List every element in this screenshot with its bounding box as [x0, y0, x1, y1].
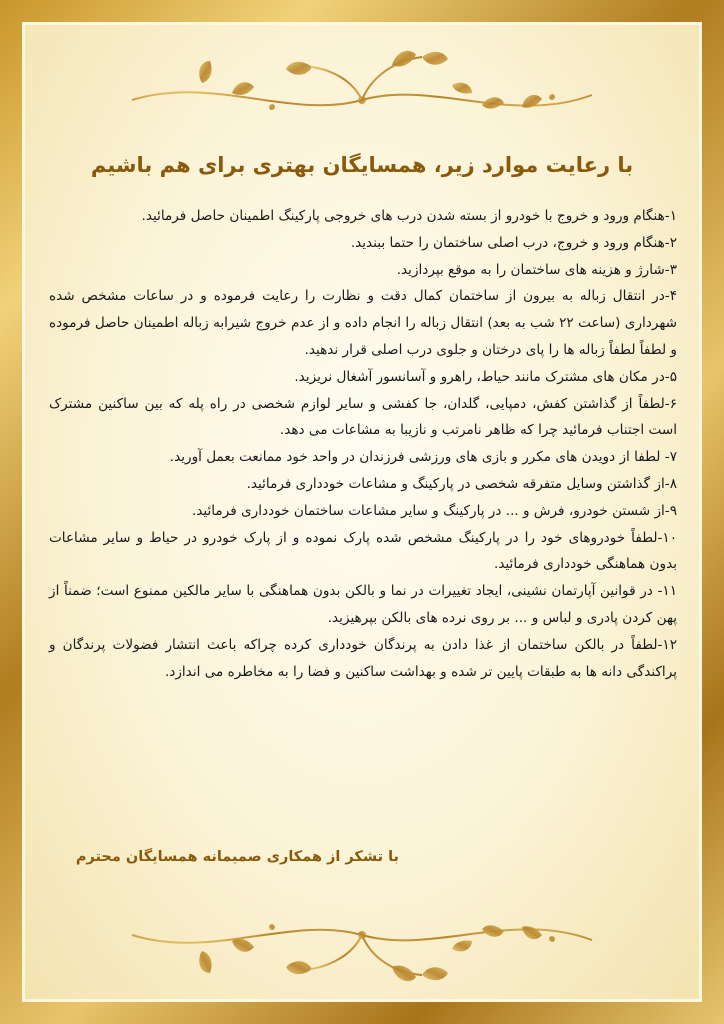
rule-item: ۱۲-لطفاً در بالکن ساختمان از غذا دادن به پرندگان خودداری کرده چراکه باعث انتشار فضولات پرندگان و پراکندگی دانه ها به طبقات پایین تر شده و بهداشت ساکنین و فضا را به مخاطره می اندازد. — [49, 636, 677, 680]
rule-item: ۱۰-لطفاً خودروهای خود را در پارکینگ مشخص شده پارک نموده و از پارک خودرو در حیاط و سایر مشاعات بدون هماهنگی خودداری فرمائید. — [49, 529, 677, 573]
rule-item: ۶-لطفاً از گذاشتن کفش، دمپایی، گلدان، جا کفشی و سایر لوازم شخصی در راه پله که بین ساکنین مشترک است اجتناب فرمائید چرا که ظاهر نامرتب و نازیبا به مشاعات می دهد. — [49, 395, 677, 439]
thanks-note: با تشکر از همکاری صمیمانه همسایگان محترم — [75, 849, 399, 865]
rule-item: ۳-شارژ و هزینه های ساختمان را به موقع بپردازید. — [396, 261, 677, 278]
rule-item: ۱-هنگام ورود و خروج با خودرو از بسته شدن درب های خروجی پارکینگ اطمینان حاصل فرمائید. — [141, 208, 677, 224]
floral-ornament-bottom-icon — [122, 895, 602, 985]
rule-item: ۷- لطفا از دویدن های مکرر و بازی های ورزشی فرزندان در واحد خود ممانعت بعمل آورید. — [169, 449, 677, 466]
page-title: با رعایت موارد زیر، همسایگان بهتری برای هم باشیم — [90, 153, 634, 177]
rule-item: ۱۱- در قوانین آپارتمان نشینی، ایجاد تغییرات در نما و بالکن بدون هماهنگی با سایر مالکین ممنوع است؛ ضمناً از پهن کردن پادری و لباس و ... بر روی نرده های بالکن بپرهیزید. — [49, 583, 677, 626]
rule-item: ۹-از شستن خودرو، فرش و ... در پارکینگ و سایر مشاعات ساختمان خودداری فرمائید. — [191, 502, 677, 519]
rule-item: ۲-هنگام ورود و خروج، درب اصلی ساختمان را حتما ببندید. — [350, 234, 677, 251]
rule-item: ۴-در انتقال زباله به بیرون از ساختمان کمال دقت و نظارت را رعایت فرموده و در ساعات مشخص شده شهرداری (ساعت ۲۲ شب به بعد) انتقال زباله را انجام داده و از عدم خروج شیرابه زباله اطمینان حاصل فرموده و لطفاً لطفاً زباله ها را پای درختان و جلوی درب اصلی قرار ندهید. — [49, 288, 677, 358]
floral-ornament-top-icon — [122, 45, 602, 135]
rule-item: ۵-در مکان های مشترک مانند حیاط، راهرو و آسانسور آشغال نریزید. — [294, 368, 677, 385]
rule-item: ۸-از گذاشتن وسایل متفرقه شخصی در پارکینگ و مشاعات خودداری فرمائید. — [246, 475, 677, 492]
rules-list — [49, 203, 677, 685]
notice-paper — [22, 22, 702, 1002]
